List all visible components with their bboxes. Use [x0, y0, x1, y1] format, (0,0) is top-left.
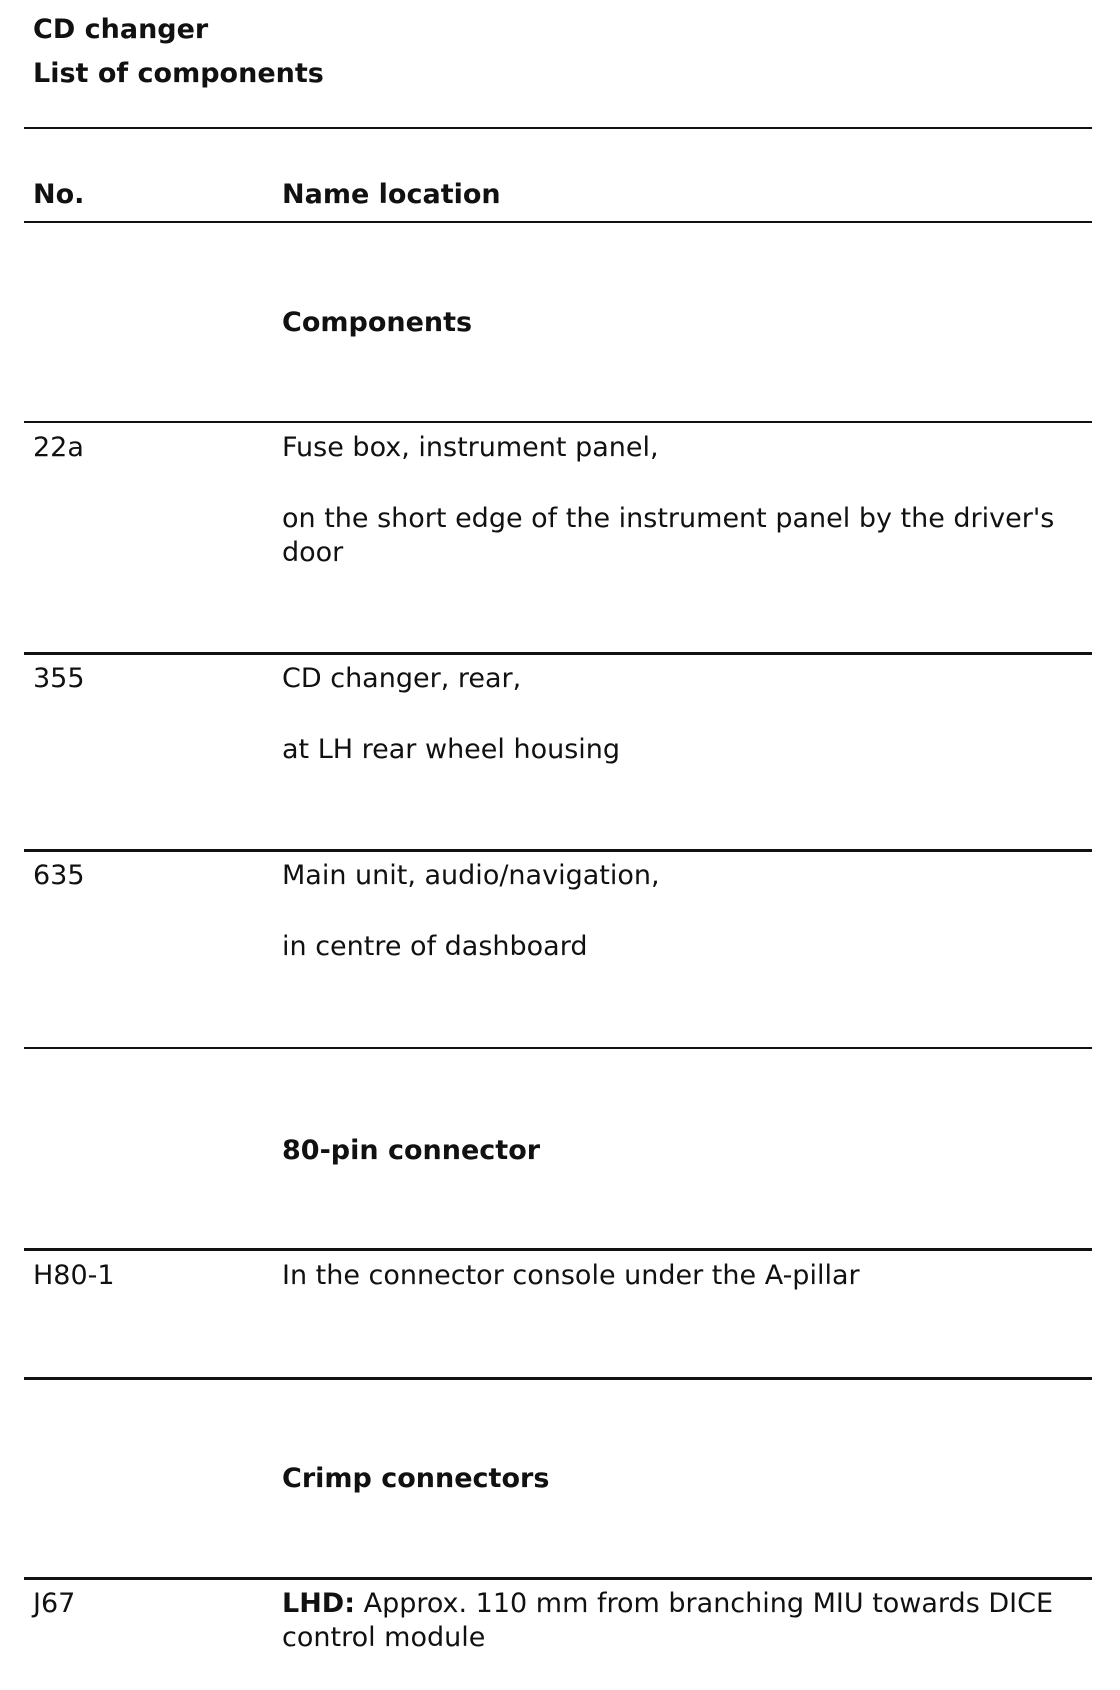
- section-heading-80-pin-connector: 80-pin connector: [282, 1135, 541, 1166]
- divider: [24, 421, 1092, 423]
- divider: [24, 1047, 1092, 1049]
- row-name: Main unit, audio/navigation,: [282, 860, 660, 891]
- divider: [24, 1377, 1092, 1380]
- column-header-name-location: Name location: [282, 179, 501, 210]
- row-location: at LH rear wheel housing: [282, 734, 621, 765]
- column-header-no: No.: [33, 179, 85, 210]
- document-title: CD changer: [33, 14, 209, 45]
- row-name: In the connector console under the A-pillar: [282, 1260, 860, 1291]
- divider: [24, 127, 1092, 129]
- divider: [24, 1577, 1092, 1580]
- row-number: 355: [33, 663, 85, 694]
- document-subtitle: List of components: [33, 58, 324, 89]
- divider: [24, 652, 1092, 655]
- divider: [24, 849, 1092, 852]
- row-number: J67: [33, 1588, 76, 1619]
- row-number: 635: [33, 860, 85, 891]
- section-heading-components: Components: [282, 307, 473, 338]
- row-name-text: Approx. 110 mm from branching MIU towards DICE control module: [282, 1588, 1054, 1653]
- section-heading-crimp-connectors: Crimp connectors: [282, 1463, 550, 1494]
- row-name: [282, 1587, 1062, 1655]
- row-name: CD changer, rear,: [282, 663, 522, 694]
- row-number: H80-1: [33, 1260, 115, 1291]
- row-name: Fuse box, instrument panel,: [282, 432, 659, 463]
- row-location: in centre of dashboard: [282, 931, 588, 962]
- row-location: on the short edge of the instrument panel by the driver's door: [282, 503, 1055, 568]
- row-prefix-lhd: LHD:: [282, 1588, 356, 1619]
- divider: [24, 221, 1092, 223]
- divider: [24, 1248, 1092, 1251]
- row-number: 22a: [33, 432, 84, 463]
